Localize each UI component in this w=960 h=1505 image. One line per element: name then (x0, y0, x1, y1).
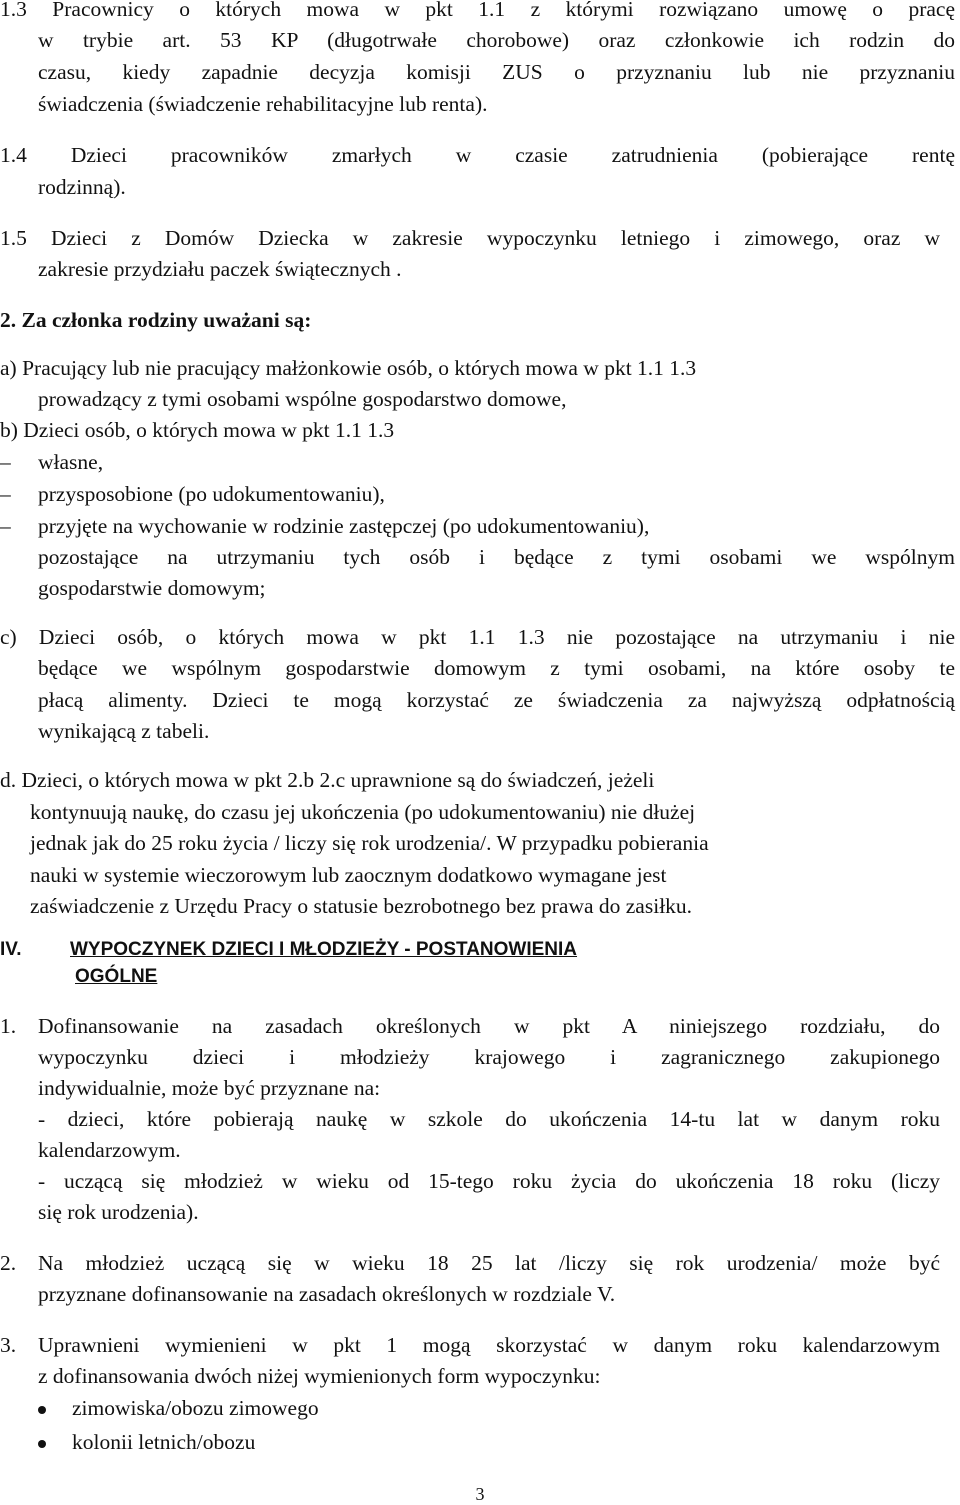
point-2-number: 2. (0, 1251, 17, 1275)
section-iv-title-text2: OGÓLNE (75, 966, 158, 987)
item-1-3-line4: świadczenia (świadczenie rehabilitacyjne lub renta). (38, 92, 488, 116)
point-1-line5: kalendarzowym. (38, 1138, 181, 1162)
item-d-line1: d. Dzieci, o których mowa w pkt 2.b 2.c uprawnione są do świadczeń, jeżeli (0, 768, 655, 792)
item-c-line4: wynikającą z tabeli. (38, 719, 210, 743)
item-b-dash1: własne, (38, 450, 104, 474)
section-iv-title-line1 (70, 936, 577, 964)
item-1-4-line1: 1.4 Dzieci pracowników zmarłych w czasie zatrudnienia (pobierające rentę (0, 143, 955, 167)
item-b-dash3: przyjęte na wychowanie w rodzinie zastępczej (po udokumentowaniu), (38, 514, 650, 538)
item-c-line1: c) Dzieci osób, o których mowa w pkt 1.1 1.3 nie pozostające na utrzymaniu i nie (0, 625, 955, 649)
dash-marker: – (0, 450, 11, 474)
point-3-number: 3. (0, 1333, 17, 1357)
point-3-line2: z dofinansowania dwóch niżej wymienionych form wypoczynku: (38, 1364, 601, 1388)
item-b-line1: b) Dzieci osób, o których mowa w pkt 1.1 1.3 (0, 418, 395, 442)
item-1-5-line1: 1.5 Dzieci z Domów Dziecka w zakresie wypoczynku letniego i zimowego, oraz w (0, 226, 940, 250)
point-1-line4: - dzieci, które pobierają naukę w szkole do ukończenia 14-tu lat w danym roku (38, 1107, 940, 1131)
section-iv-title-text1: WYPOCZYNEK DZIECI I MŁODZIEŻY - POSTANOWIENIA (70, 939, 578, 960)
point-2-line2: przyznane dofinansowanie na zasadach określonych w rozdziale V. (38, 1282, 616, 1306)
item-b-line5: pozostające na utrzymaniu tych osób i będące z tymi osobami we wspólnym (38, 545, 955, 569)
point-3-bullet2: kolonii letnich/obozu (72, 1430, 256, 1454)
item-c-line2: będące we wspólnym gospodarstwie domowym z tymi osobami, na które osoby te (38, 656, 955, 680)
point-1-line7: się rok urodzenia). (38, 1200, 199, 1224)
dash-marker: – (0, 482, 11, 506)
item-1-4-line2: rodzinną). (38, 175, 126, 199)
item-d-line2: kontynuują naukę, do czasu jej ukończenia (po udokumentowaniu) nie dłużej (30, 800, 696, 824)
item-d-line4: nauki w systemie wieczorowym lub zaocznym dodatkowo wymagane jest (30, 863, 667, 887)
item-a-line1: a) Pracujący lub nie pracujący małżonkowie osób, o których mowa w pkt 1.1 1.3 (0, 356, 697, 380)
section-iv-title-line2 (75, 963, 157, 991)
bullet-icon (38, 1406, 46, 1414)
item-1-3-line3: czasu, kiedy zapadnie decyzja komisji ZUS o przyznaniu lub nie przyznaniu (38, 60, 955, 84)
section-2-heading: 2. Za członka rodziny uważani są: (0, 308, 312, 332)
item-c-line3: płacą alimenty. Dzieci te mogą korzystać ze świadczenia za najwyższą odpłatnością (38, 688, 955, 712)
item-1-5-line2: zakresie przydziału paczek świątecznych . (38, 257, 402, 281)
point-3-line1: Uprawnieni wymienieni w pkt 1 mogą skorzystać w danym roku kalendarzowym (38, 1333, 940, 1357)
point-2-line1: Na młodzież uczącą się w wieku 18 25 lat /liczy się rok urodzenia/ może być (38, 1251, 940, 1275)
section-iv-number: IV. (0, 939, 22, 960)
point-1-number: 1. (0, 1014, 17, 1038)
item-d-line3: jednak jak do 25 roku życia / liczy się rok urodzenia/. W przypadku pobierania (30, 831, 709, 855)
point-1-line6: - uczącą się młodzież w wieku od 15-tego roku życia do ukończenia 18 roku (liczy (38, 1169, 940, 1193)
point-3-bullet1: zimowiska/obozu zimowego (72, 1396, 319, 1420)
item-1-3-line1: 1.3 Pracownicy o których mowa w pkt 1.1 z którymi rozwiązano umowę o pracę (0, 0, 955, 21)
item-b-line6: gospodarstwie domowym; (38, 576, 266, 600)
point-1-line2: wypoczynku dzieci i młodzieży krajowego i zagranicznego zakupionego (38, 1045, 940, 1069)
item-b-dash2: przysposobione (po udokumentowaniu), (38, 482, 385, 506)
point-1-line3: indywidualnie, może być przyznane na: (38, 1076, 381, 1100)
item-a-line2: prowadzący z tymi osobami wspólne gospodarstwo domowe, (38, 387, 567, 411)
bullet-icon (38, 1440, 46, 1448)
item-1-3-line2: w trybie art. 53 KP (długotrwałe chorobowe) oraz członkowie ich rodzin do (38, 28, 955, 52)
item-d-line5: zaświadczenie z Urzędu Pracy o statusie bezrobotnego bez prawa do zasiłku. (30, 894, 693, 918)
page-number: 3 (475, 1484, 485, 1504)
point-1-line1: Dofinansowanie na zasadach określonych w pkt A niniejszego rozdziału, do (38, 1014, 940, 1038)
dash-marker: – (0, 514, 11, 538)
